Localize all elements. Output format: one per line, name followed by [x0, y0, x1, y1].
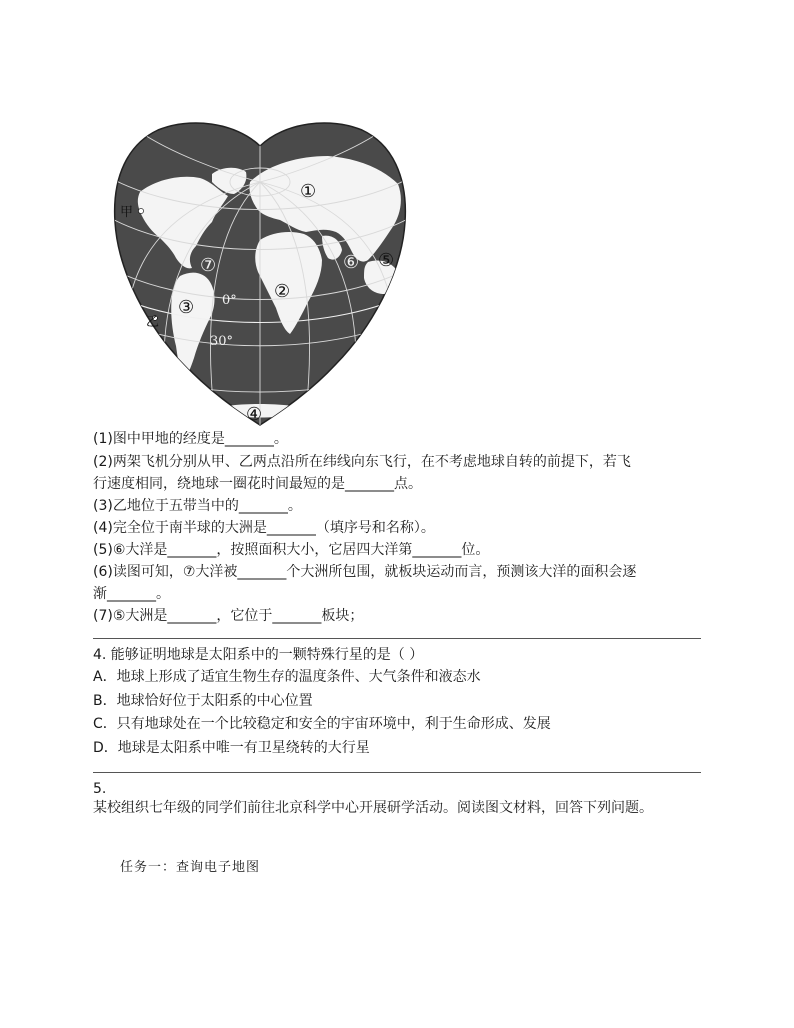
q3-line-4: (3)乙地位于五带当中的_______。: [93, 498, 302, 514]
label-lat-0: 0°: [222, 293, 237, 308]
q3-line-1: (1)图中甲地的经度是_______。: [93, 431, 288, 447]
q4-option-b: B．地球恰好位于太阳系的中心位置: [93, 693, 313, 709]
q3-line-3: 行速度相同，绕地球一圈花时间最短的是_______点。: [93, 476, 422, 492]
label-jia: 甲: [120, 205, 134, 220]
q5-task-title: 任务一：查询电子地图: [120, 860, 261, 875]
q4-option-a: A．地球上形成了适宜生物生存的温度条件、大气条件和液态水: [93, 669, 481, 685]
label-continent-1: ①: [300, 181, 317, 202]
q3-line-7: (6)读图可知，⑦大洋被_______个大洲所包围，就板块运动而言，预测该大洋的面积会逐: [93, 564, 637, 580]
label-continent-3: ③: [178, 297, 195, 318]
label-continent-2: ②: [274, 281, 291, 302]
divider-2: [93, 772, 701, 773]
q4-option-c: C．只有地球处在一个比较稳定和安全的宇宙环境中，利于生命形成、发展: [93, 716, 551, 732]
point-jia: [138, 208, 143, 213]
label-continent-4: ④: [246, 404, 263, 425]
q3-line-9: (7)⑤大洲是_______，它位于_______板块；: [93, 608, 364, 624]
q4-stem: 4. 能够证明地球是太阳系中的一颗特殊行星的是（ ）: [93, 647, 424, 663]
q3-line-8: 渐_______。: [93, 586, 170, 602]
q5-intro: 某校组织七年级的同学们前往北京科学中心开展研学活动。阅读图文材料，回答下列问题。: [93, 800, 653, 816]
divider-1: [93, 638, 701, 639]
map-svg: [100, 112, 420, 430]
q5-number: 5.: [93, 781, 107, 797]
q4-option-d: D．地球是太阳系中唯一有卫星绕转的大行星: [93, 740, 370, 756]
heart-world-map: [100, 112, 420, 430]
q3-line-2: (2)两架飞机分别从甲、乙两点沿所在纬线向东飞行，在不考虑地球自转的前提下，若飞: [93, 454, 631, 470]
q3-line-5: (4)完全位于南半球的大洲是_______（填序号和名称）。: [93, 520, 435, 536]
label-yi: 乙: [146, 315, 160, 330]
label-ocean-7: ⑦: [200, 255, 217, 276]
label-continent-5: ⑤: [378, 250, 395, 271]
q3-line-6: (5)⑥大洋是_______，按照面积大小，它居四大洋第_______位。: [93, 542, 490, 558]
label-ocean-6: ⑥: [343, 252, 360, 273]
label-lat-30: 30°: [210, 334, 234, 349]
